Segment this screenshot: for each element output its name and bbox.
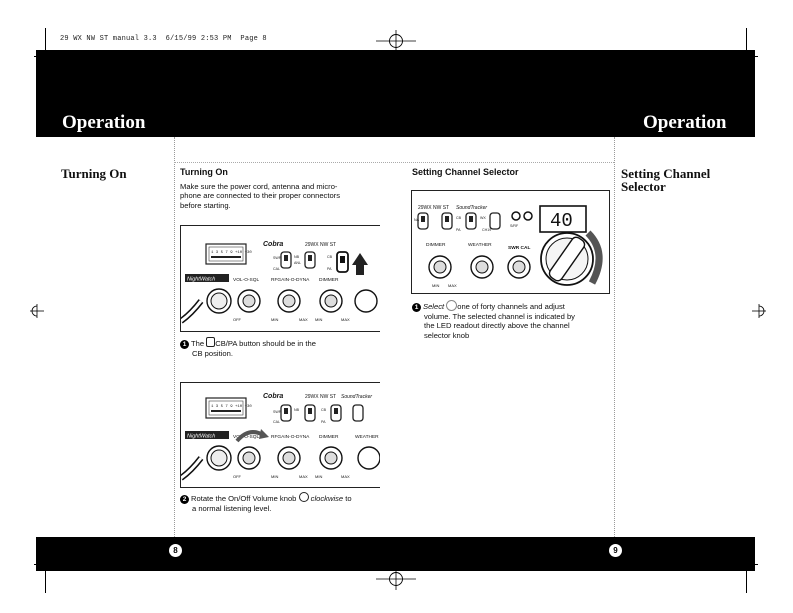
svg-text:RFGAIN-O-DYNA: RFGAIN-O-DYNA (271, 278, 310, 283)
svg-text:Cobra: Cobra (263, 393, 284, 400)
right-header-title: Operation (643, 112, 727, 133)
registration-mark-icon (30, 300, 44, 322)
svg-text:MIN: MIN (271, 474, 279, 479)
svg-text:CH19: CH19 (482, 228, 492, 232)
channel-readout: 40 (550, 210, 573, 232)
svg-text:SoundTracker: SoundTracker (456, 205, 488, 211)
brand-label: Cobra (263, 241, 284, 248)
radio-illustration (180, 225, 380, 332)
step-number-badge: 1 (180, 340, 189, 349)
svg-text:CB: CB (327, 255, 332, 259)
registration-mark-icon (376, 30, 416, 52)
svg-text:DIMMER: DIMMER (319, 435, 339, 440)
left-header-title: Operation (62, 112, 146, 133)
svg-text:MIN: MIN (315, 474, 323, 479)
svg-text:MAX: MAX (299, 474, 308, 479)
intro-paragraph: Make sure the power cord, antenna and micro- phone are connected to their proper connectors before starting. (180, 182, 340, 210)
svg-text:WEATHER: WEATHER (468, 243, 492, 248)
svg-text:CB: CB (321, 408, 326, 412)
crop-mark (45, 28, 46, 50)
channel-knob-icon (446, 300, 457, 311)
step-1-caption: 1 The CB/PA button should be in the CB position. (180, 337, 380, 358)
svg-text:NightWatch: NightWatch (187, 276, 216, 283)
svg-text:S/RF: S/RF (510, 224, 519, 228)
svg-text:VOL-O-SQL: VOL-O-SQL (233, 435, 260, 440)
svg-text:PA: PA (321, 420, 326, 424)
section-heading: Turning On (180, 167, 228, 177)
svg-text:SoundTracker: SoundTracker (341, 394, 373, 400)
cb-radio-front-panel (181, 226, 380, 331)
svg-text:VOL-O-SQL: VOL-O-SQL (233, 278, 260, 283)
cb-radio-front-panel (181, 383, 380, 487)
svg-text:WX: WX (480, 216, 486, 220)
svg-text:MIN: MIN (432, 283, 440, 288)
model-label: 29WX NW ST (305, 242, 337, 248)
page-number: 8 (169, 544, 182, 557)
svg-text:29WX NW ST: 29WX NW ST (305, 394, 337, 400)
crop-mark (45, 571, 46, 593)
svg-text:OFF: OFF (233, 474, 241, 479)
svg-text:DIMMER: DIMMER (319, 278, 339, 283)
page-number: 9 (609, 544, 622, 557)
svg-text:NB: NB (294, 408, 299, 412)
step-number-badge: 1 (412, 303, 421, 312)
crop-mark (746, 28, 747, 50)
column-divider (614, 137, 615, 537)
header-rule (174, 162, 614, 163)
svg-text:MAX: MAX (299, 317, 308, 322)
svg-text:ANL: ANL (294, 261, 301, 265)
svg-text:CB: CB (456, 216, 461, 220)
side-title: Setting Channel Selector (621, 166, 711, 194)
radio-illustration (411, 190, 610, 294)
svg-text:NA: NA (414, 218, 419, 222)
svg-text:RFGAIN-O-DYNA: RFGAIN-O-DYNA (271, 435, 310, 440)
svg-text:MIN: MIN (315, 317, 323, 322)
svg-text:PA: PA (456, 228, 461, 232)
svg-text:NightWatch: NightWatch (187, 433, 216, 440)
svg-text:MIN: MIN (271, 317, 279, 322)
svg-text:MAX: MAX (341, 317, 350, 322)
registration-mark-icon (376, 568, 416, 590)
volume-knob-icon (299, 492, 309, 502)
svg-text:CAL: CAL (273, 267, 280, 271)
print-slug: 29 WX NW ST manual 3.3 6/15/99 2:53 PM Page 8 (60, 35, 267, 43)
svg-text:SWR CAL: SWR CAL (508, 246, 531, 251)
side-title: Turning On (61, 166, 127, 181)
svg-text:MAX: MAX (341, 474, 350, 479)
svg-text:29WX NW ST: 29WX NW ST (418, 205, 450, 211)
svg-text:SWR: SWR (273, 256, 282, 260)
step-1-caption: 1 Select one of forty channels and adjust volume. The selected channel is indicated by the LED readout directly above the channel selector knob (412, 300, 612, 340)
cb-pa-switch-icon (206, 337, 215, 347)
radio-illustration (180, 382, 380, 488)
step-number-badge: 2 (180, 495, 189, 504)
svg-text:MAX: MAX (448, 283, 457, 288)
svg-text:WEATHER: WEATHER (355, 435, 379, 440)
registration-mark-icon (752, 300, 766, 322)
cb-radio-front-panel (412, 191, 609, 293)
svg-text:OFF: OFF (233, 317, 241, 322)
svg-text:1 3 5 7 9 +10 +30: 1 3 5 7 9 +10 +30 (211, 251, 252, 255)
svg-text:CAL: CAL (273, 420, 280, 424)
svg-text:NB: NB (294, 255, 299, 259)
svg-text:1 3 5 7 9 +10 +30: 1 3 5 7 9 +10 +30 (211, 405, 252, 409)
footer-bar (36, 537, 755, 571)
crop-mark (746, 571, 747, 593)
section-heading: Setting Channel Selector (412, 167, 519, 177)
svg-text:SWR: SWR (273, 410, 282, 414)
svg-text:PA: PA (327, 267, 332, 271)
svg-text:DIMMER: DIMMER (426, 243, 446, 248)
step-2-caption: 2 Rotate the On/Off Volume knob clockwise to a normal listening level. (180, 492, 385, 513)
column-divider (174, 137, 175, 537)
